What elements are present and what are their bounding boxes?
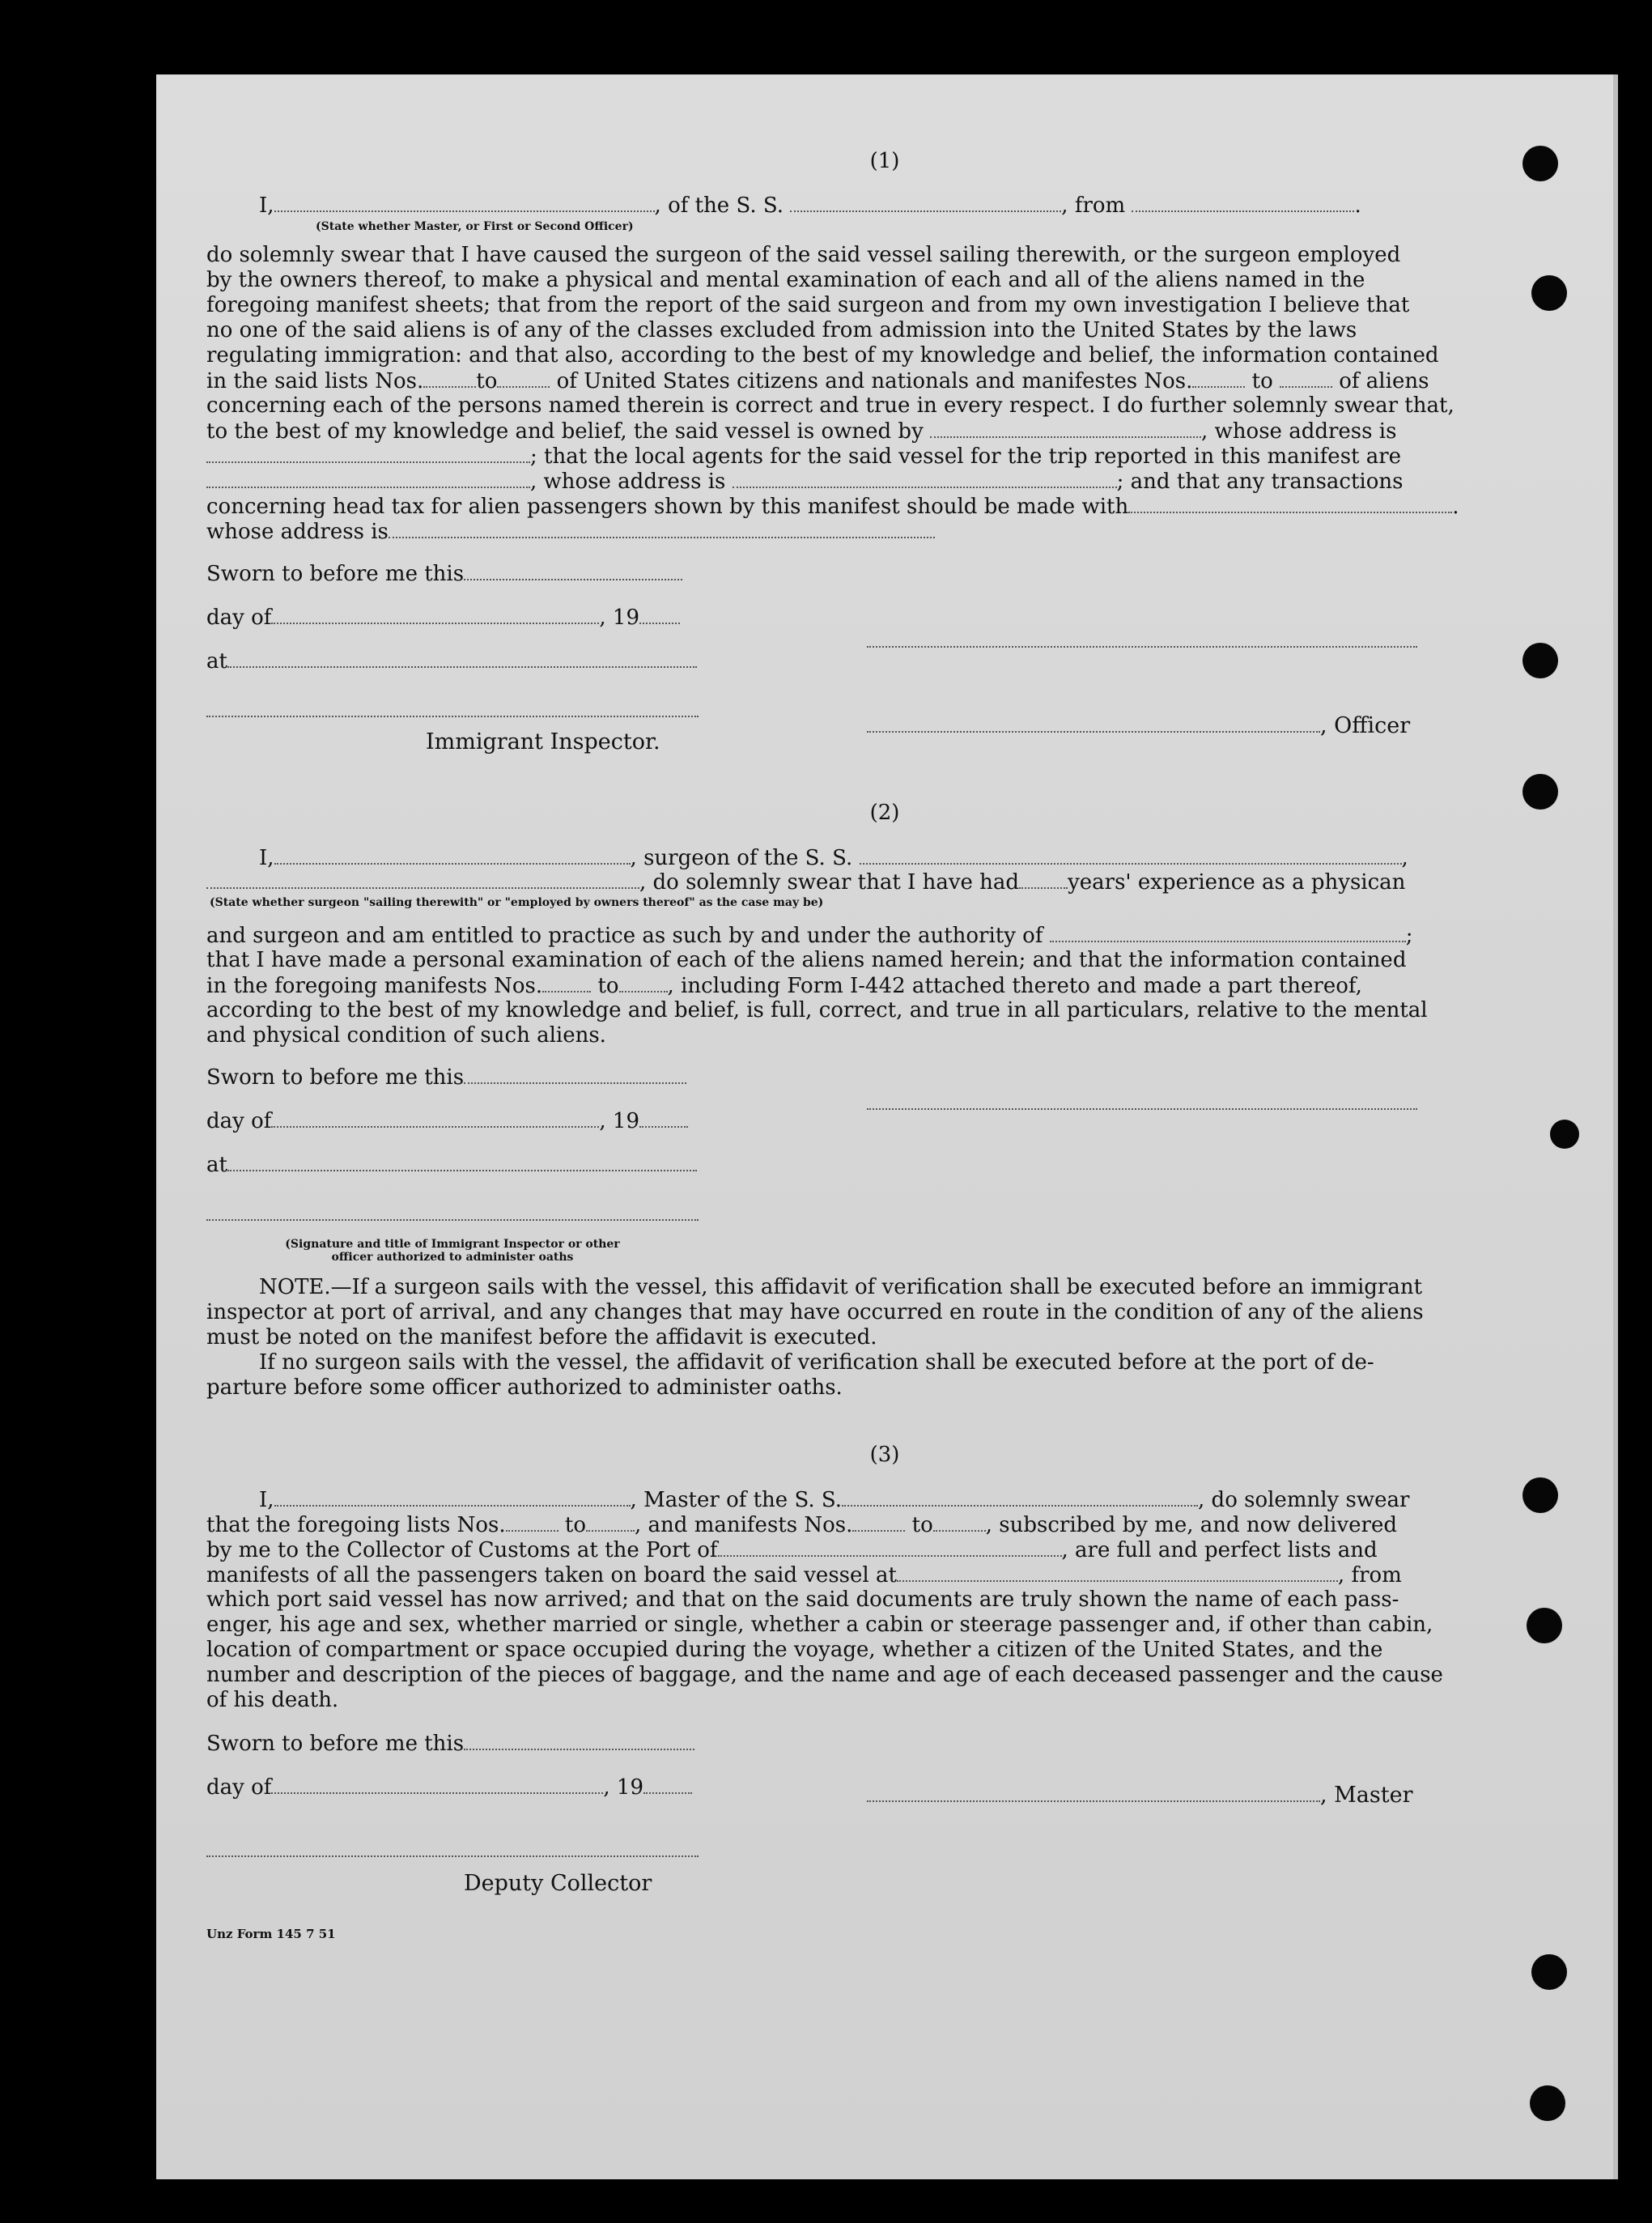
s1-sworn: Sworn to before me this bbox=[206, 561, 682, 586]
surgeon-caption: (State whether surgeon "sailing therewith" or "employed by owners thereof" as the case may be) bbox=[210, 896, 824, 909]
s3-manifests-to-field[interactable] bbox=[933, 1512, 986, 1532]
officer-name-field[interactable] bbox=[274, 193, 655, 212]
owner-address-field[interactable] bbox=[206, 444, 530, 463]
s1-body-5: regulating immigration: and that also, according to the best of my knowledge and belief, the information contained bbox=[206, 343, 1439, 368]
s3-body-7: location of compartment or space occupied during the voyage, whether a citizen of the United States, and the bbox=[206, 1638, 1383, 1662]
s1-line-agent-address: , whose address is ; and that any transactions bbox=[206, 469, 1403, 494]
s3-line-2: that the foregoing lists Nos. to , and manifests Nos. to , subscribed by me, and now delivered bbox=[206, 1513, 1398, 1537]
s3-line-4: manifests of all the passengers taken on board the said vessel at , from bbox=[206, 1563, 1402, 1588]
s2-place-field[interactable] bbox=[227, 1152, 697, 1171]
s3-body-9: of his death. bbox=[206, 1688, 339, 1712]
s1-line-lists: in the said lists Nos. to of United States citizens and nationals and manifestes Nos. to of aliens bbox=[206, 369, 1429, 393]
s2-line-1: I, , surgeon of the S. S. , bbox=[259, 846, 1408, 870]
s2-body-6: according to the best of my knowledge and belief, is full, correct, and true in all particulars, relative to the mental bbox=[206, 998, 1428, 1022]
s1-officer-line: , Officer bbox=[867, 713, 1410, 738]
s2-vessel-field[interactable] bbox=[860, 845, 1402, 865]
s2-surgeon-signature bbox=[867, 1090, 1417, 1116]
s2-sworn-day-field[interactable] bbox=[464, 1065, 686, 1084]
note-line-5: parture before some officer authorized to administer oaths. bbox=[206, 1375, 843, 1400]
s3-lists-to-field[interactable] bbox=[586, 1512, 635, 1532]
s3-dayof: day of , 19 bbox=[206, 1775, 692, 1800]
s2-signature-caption-1: (Signature and title of Immigrant Inspector or other bbox=[285, 1238, 620, 1251]
s1-at: at bbox=[206, 648, 697, 674]
s1-body-4: no one of the said aliens is of any of the classes excluded from admission into the United States by the laws bbox=[206, 318, 1357, 342]
s3-master-line: , Master bbox=[867, 1783, 1413, 1808]
s1-year-field[interactable] bbox=[639, 605, 680, 624]
inspector-signature-field[interactable] bbox=[206, 698, 699, 717]
s3-sworn: Sworn to before me this bbox=[206, 1731, 694, 1756]
s3-line-1: I, , Master of the S. S. , do solemnly swear bbox=[259, 1488, 1410, 1512]
surgeon-name-field[interactable] bbox=[274, 845, 631, 865]
binder-hole bbox=[1530, 2085, 1565, 2121]
officer-signature-field[interactable] bbox=[867, 713, 1320, 733]
immigrant-inspector-label: Immigrant Inspector. bbox=[426, 729, 660, 754]
s2-manifests-from-field[interactable] bbox=[542, 973, 591, 992]
deputy-collector-label: Deputy Collector bbox=[464, 1871, 652, 1896]
s3-body-5: which port said vessel has now arrived; and that on the said documents are truly shown the name of each pass- bbox=[206, 1588, 1399, 1612]
s2-inspector-signature bbox=[206, 1201, 699, 1226]
binder-hole bbox=[1522, 643, 1558, 678]
section-3-number: (3) bbox=[869, 1443, 900, 1467]
lists-from-field[interactable] bbox=[423, 368, 476, 388]
s1-inspector-signature bbox=[206, 698, 699, 723]
s2-sworn: Sworn to before me this bbox=[206, 1065, 686, 1090]
authority-field[interactable] bbox=[1050, 923, 1406, 942]
binder-hole bbox=[1522, 146, 1558, 181]
note-line-4: If no surgeon sails with the vessel, the affidavit of verification shall be executed before at the port of de- bbox=[259, 1350, 1374, 1375]
s3-month-field[interactable] bbox=[271, 1775, 603, 1794]
master-signature-field[interactable] bbox=[867, 1783, 1320, 1802]
s2-at: at bbox=[206, 1152, 697, 1177]
s3-collector-signature bbox=[206, 1838, 699, 1863]
s2-inspector-signature-field[interactable] bbox=[206, 1201, 699, 1221]
officer-signature-upper-field[interactable] bbox=[867, 628, 1417, 648]
s1-body-8: concerning each of the persons named therein is correct and true in every respect. I do further solemnly swear that, bbox=[206, 393, 1455, 418]
officer-caption: (State whether Master, or First or Second Officer) bbox=[316, 220, 634, 233]
s1-line-headtax: concerning head tax for alien passengers shown by this manifest should be made with . bbox=[206, 495, 1459, 519]
section-1-number: (1) bbox=[869, 149, 900, 173]
owner-field[interactable] bbox=[930, 419, 1201, 438]
surgeon-status-field[interactable] bbox=[206, 869, 639, 889]
years-experience-field[interactable] bbox=[1019, 869, 1068, 889]
manifests-to-field[interactable] bbox=[1280, 368, 1332, 388]
port-field[interactable] bbox=[718, 1537, 1062, 1557]
s2-year-field[interactable] bbox=[639, 1108, 688, 1128]
s3-year-field[interactable] bbox=[643, 1775, 692, 1794]
master-name-field[interactable] bbox=[274, 1487, 631, 1507]
binder-hole bbox=[1550, 1120, 1579, 1149]
s2-line-manifests: in the foregoing manifests Nos. to , including Form I-442 attached thereto and made a part thereof, bbox=[206, 974, 1362, 998]
note-line-2: inspector at port of arrival, and any changes that may have occurred en route in the condition of any of the aliens bbox=[206, 1300, 1424, 1324]
s1-sworn-day-field[interactable] bbox=[464, 561, 682, 580]
surgeon-signature-field[interactable] bbox=[867, 1090, 1417, 1110]
note-line-1: NOTE.—If a surgeon sails with the vessel, this affidavit of verification shall be executed before an immigrant bbox=[259, 1275, 1423, 1299]
headtax-address-field[interactable] bbox=[389, 519, 935, 538]
vessel-name-field[interactable] bbox=[790, 193, 1061, 212]
s1-place-field[interactable] bbox=[227, 648, 697, 668]
s2-dayof: day of , 19 bbox=[206, 1108, 688, 1133]
s3-vessel-field[interactable] bbox=[842, 1487, 1198, 1507]
form-identifier: Unz Form 145 7 51 bbox=[206, 1927, 336, 1941]
binder-hole bbox=[1522, 1477, 1558, 1513]
binder-hole bbox=[1531, 275, 1567, 311]
agents-address-field[interactable] bbox=[733, 469, 1117, 488]
s3-line-3: by me to the Collector of Customs at the Port of , are full and perfect lists and bbox=[206, 1538, 1378, 1562]
binder-hole bbox=[1531, 1954, 1567, 1990]
s2-month-field[interactable] bbox=[271, 1108, 599, 1128]
s1-month-field[interactable] bbox=[271, 605, 599, 624]
embark-port-field[interactable] bbox=[897, 1562, 1338, 1582]
s2-manifests-to-field[interactable] bbox=[619, 973, 668, 992]
s1-body-3: foregoing manifest sheets; that from the report of the said surgeon and from my own investigation I believe that bbox=[206, 293, 1410, 317]
s1-line-1: I, , of the S. S. , from . bbox=[259, 193, 1361, 218]
manifests-from-field[interactable] bbox=[1192, 368, 1245, 388]
manifest-affidavit-sheet bbox=[156, 74, 1618, 2179]
s2-line-authority: and surgeon and am entitled to practice as such by and under the authority of ; bbox=[206, 924, 1413, 948]
s3-manifests-from-field[interactable] bbox=[852, 1512, 905, 1532]
s2-body-4: that I have made a personal examination of each of the aliens named herein; and that the information contained bbox=[206, 948, 1407, 972]
s1-dayof: day of , 19 bbox=[206, 605, 680, 630]
s2-signature-caption-2: officer authorized to administer oaths bbox=[331, 1251, 574, 1264]
headtax-party-field[interactable] bbox=[1128, 494, 1452, 513]
s1-body-2: by the owners thereof, to make a physical and mental examination of each and all of the aliens named in the bbox=[206, 268, 1365, 292]
agents-field[interactable] bbox=[206, 469, 530, 488]
s3-sworn-day-field[interactable] bbox=[464, 1731, 694, 1750]
from-port-field[interactable] bbox=[1132, 193, 1354, 212]
s1-officer-signature-upper bbox=[867, 628, 1417, 653]
s3-lists-from-field[interactable] bbox=[506, 1512, 558, 1532]
s3-body-6: enger, his age and sex, whether married or single, whether a cabin or steerage passenger and, if other than cabin, bbox=[206, 1613, 1433, 1637]
s3-body-8: number and description of the pieces of baggage, and the name and age of each deceased passenger and the cause bbox=[206, 1663, 1443, 1687]
section-2-number: (2) bbox=[869, 801, 900, 825]
s1-line-agents: ; that the local agents for the said vessel for the trip reported in this manifest are bbox=[206, 444, 1401, 469]
s1-body-1: do solemnly swear that I have caused the surgeon of the said vessel sailing therewith, or the surgeon employed bbox=[206, 243, 1401, 267]
binder-hole bbox=[1527, 1608, 1562, 1643]
s1-line-address: whose address is bbox=[206, 519, 935, 544]
s2-line-2: , do solemnly swear that I have had years' experience as a physican bbox=[206, 869, 1405, 895]
note-line-3: must be noted on the manifest before the affidavit is executed. bbox=[206, 1325, 877, 1350]
lists-to-field[interactable] bbox=[497, 368, 550, 388]
s1-line-owner: to the best of my knowledge and belief, the said vessel is owned by , whose address is bbox=[206, 419, 1397, 444]
s2-body-7: and physical condition of such aliens. bbox=[206, 1023, 606, 1048]
binder-hole bbox=[1522, 774, 1558, 810]
collector-signature-field[interactable] bbox=[206, 1838, 699, 1857]
